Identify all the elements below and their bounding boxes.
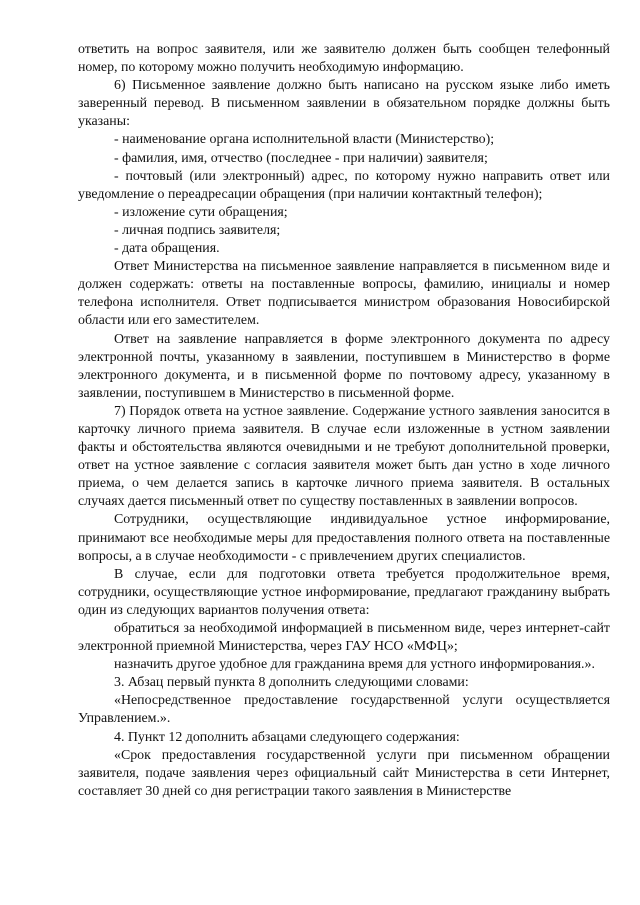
paragraph-amendment-4: 4. Пункт 12 дополнить абзацами следующего содержания: — [114, 729, 460, 745]
list-item-signature: - личная подпись заявителя; — [114, 222, 281, 238]
paragraph-long-preparation: В случае, если для подготовки ответа требуется продолжительное время, сотрудники, осуществляющие устное информирование, предлагают гражданину выбрать один из следующих вариантов получения ответа: — [78, 566, 610, 618]
paragraph-amendment-3-text: «Непосредственное предоставление государственной услуги осуществляется Управлением.». — [78, 693, 610, 727]
paragraph-item-6-written-request: 6) Письменное заявление должно быть написано на русском языке либо иметь заверенный перевод. В письменном заявлении в обязательном порядке должны быть указаны: — [78, 78, 610, 130]
paragraph-option-written: обратиться за необходимой информацией в письменном виде, через интернет-сайт электронной приемной Министерства, через ГАУ НСО «МФЦ»; — [78, 621, 610, 655]
paragraph-option-appointment: назначить другое удобное для гражданина время для устного информирования.». — [114, 657, 595, 673]
list-item-request-essence: - изложение сути обращения; — [114, 204, 288, 220]
paragraph-electronic-answer: Ответ на заявление направляется в форме электронного документа по адресу электронной почты, указанному в заявлении, поступившем в Министерство в форме электронного документа, и в письменной форме по почтовому адресу, указанному в заявлении, поступившем в Министерство в письменной форме. — [78, 331, 610, 401]
paragraph-item-7-oral-request: 7) Порядок ответа на устное заявление. Содержание устного заявления заносится в карточку личного приема заявителя. В случае если изложенные в устном заявлении факты и обстоятельства являются очевидными и не требуют дополнительной проверки, ответ на устное заявление с согласия заявителя может быть дан устно в ходе личного приема, о чем делается запись в карточке личного приема заявителя. В остальных случаях дается письменный ответ по существу поставленных в заявлении вопросов. — [78, 403, 610, 510]
paragraph-amendment-4-text: «Срок предоставления государственной услуги при письменном обращении заявителя, подаче заявления через официальный сайт Министерства в сети Интернет, составляет 30 дней со дня регистрации такого заявления в Министерстве — [78, 747, 610, 799]
list-item-postal-address: - почтовый (или электронный) адрес, по которому нужно направить ответ или уведомление о переадресации обращения (при наличии контактный телефон); — [78, 168, 610, 202]
paragraph-staff-informing: Сотрудники, осуществляющие индивидуальное устное информирование, принимают все необходимые меры для предоставления полного ответа на поставленные вопросы, а в случае необходимости - с привлечением других специалистов. — [78, 512, 610, 564]
list-item-authority-name: - наименование органа исполнительной власти (Министерство); — [114, 132, 495, 148]
list-item-request-date: - дата обращения. — [114, 241, 220, 257]
paragraph-answer-phone: ответить на вопрос заявителя, или же заявителю должен быть сообщен телефонный номер, по которому можно получить необходимую информацию. — [78, 42, 610, 76]
list-item-applicant-name: - фамилия, имя, отчество (последнее - при наличии) заявителя; — [114, 150, 488, 166]
paragraph-ministry-answer: Ответ Министерства на письменное заявление направляется в письменном виде и должен содержать: ответы на поставленные вопросы, фамилию, инициалы и номер телефона исполнителя. Ответ подписывается министром образования Новосибирской области или его заместителем. — [78, 259, 610, 329]
document-page — [78, 41, 610, 801]
paragraph-amendment-3: 3. Абзац первый пункта 8 дополнить следующими словами: — [114, 675, 469, 691]
